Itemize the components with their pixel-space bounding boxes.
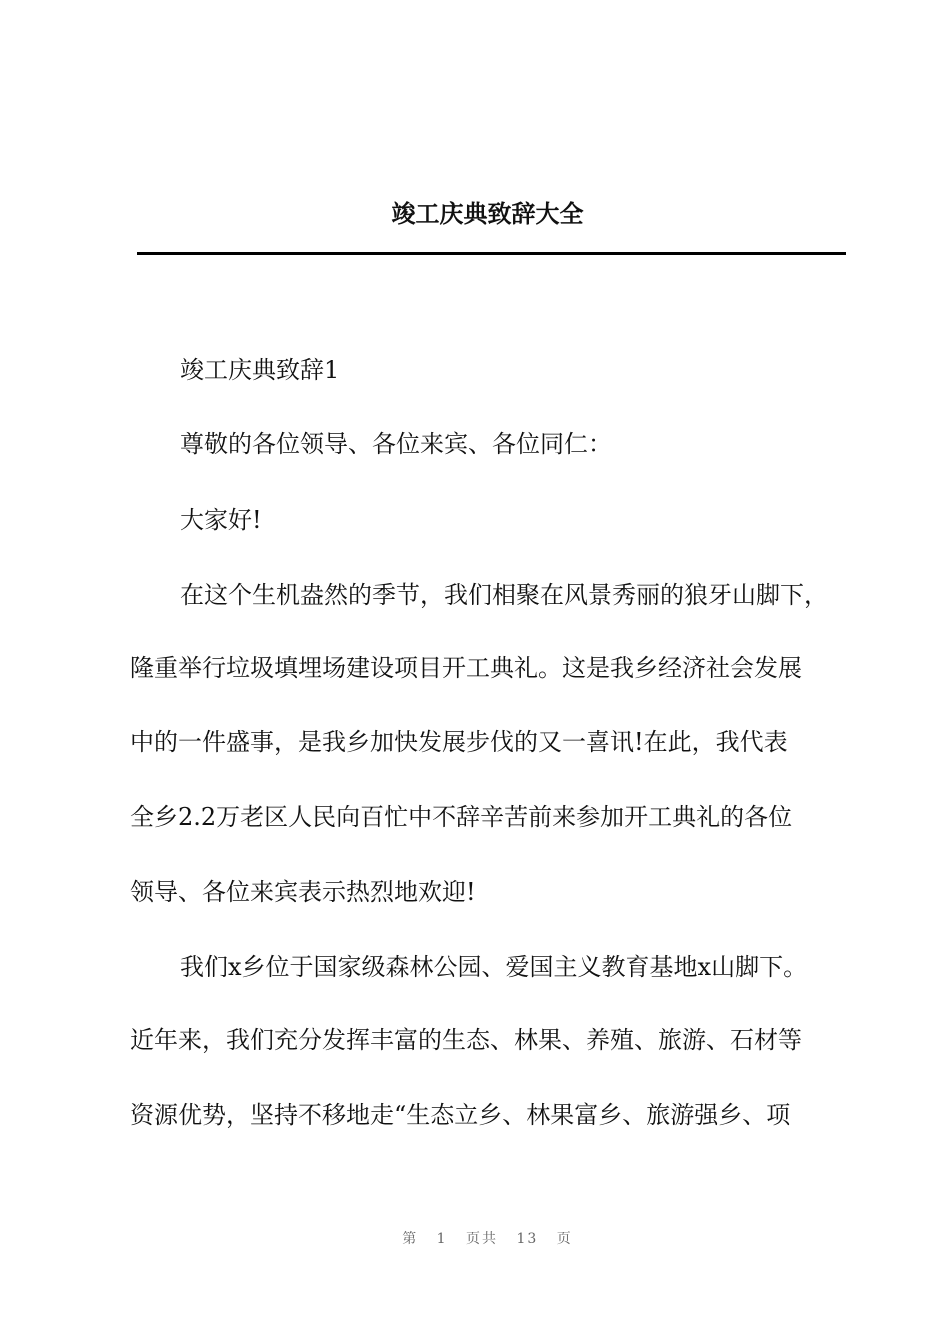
title-underline [137, 252, 846, 255]
paragraph-line: 隆重举行垃圾填埋场建设项目开工典礼。这是我乡经济社会发展 [130, 654, 802, 682]
document-title: 竣工庆典致辞大全 [391, 200, 584, 228]
page-unit: 页共 [466, 1231, 499, 1247]
paragraph-line: 在这个生机盎然的季节，我们相聚在风景秀丽的狼牙山脚下， [180, 581, 828, 609]
page-label: 第 [402, 1231, 419, 1247]
paragraph-line: 我们x乡位于国家级森林公园、爱国主义教育基地x山脚下。 [180, 953, 808, 981]
total-pages: 13 [516, 1231, 539, 1247]
total-unit: 页 [556, 1231, 573, 1247]
greeting-line: 大家好! [180, 506, 262, 534]
page-number: 1 [436, 1231, 448, 1247]
paragraph-line: 全乡2.2万老区人民向百忙中不辞辛苦前来参加开工典礼的各位 [130, 803, 793, 831]
paragraph-line: 领导、各位来宾表示热烈地欢迎! [130, 878, 476, 906]
salutation-line: 尊敬的各位领导、各位来宾、各位同仁： [180, 430, 612, 458]
paragraph-line: 资源优势，坚持不移地走“生态立乡、林果富乡、旅游强乡、项 [130, 1101, 791, 1129]
paragraph-line: 中的一件盛事，是我乡加快发展步伐的又一喜讯!在此，我代表 [130, 728, 788, 756]
paragraph-line: 近年来，我们充分发挥丰富的生态、林果、养殖、旅游、石材等 [130, 1026, 802, 1054]
page-footer [0, 1228, 950, 1248]
section-heading: 竣工庆典致辞1 [180, 356, 340, 384]
